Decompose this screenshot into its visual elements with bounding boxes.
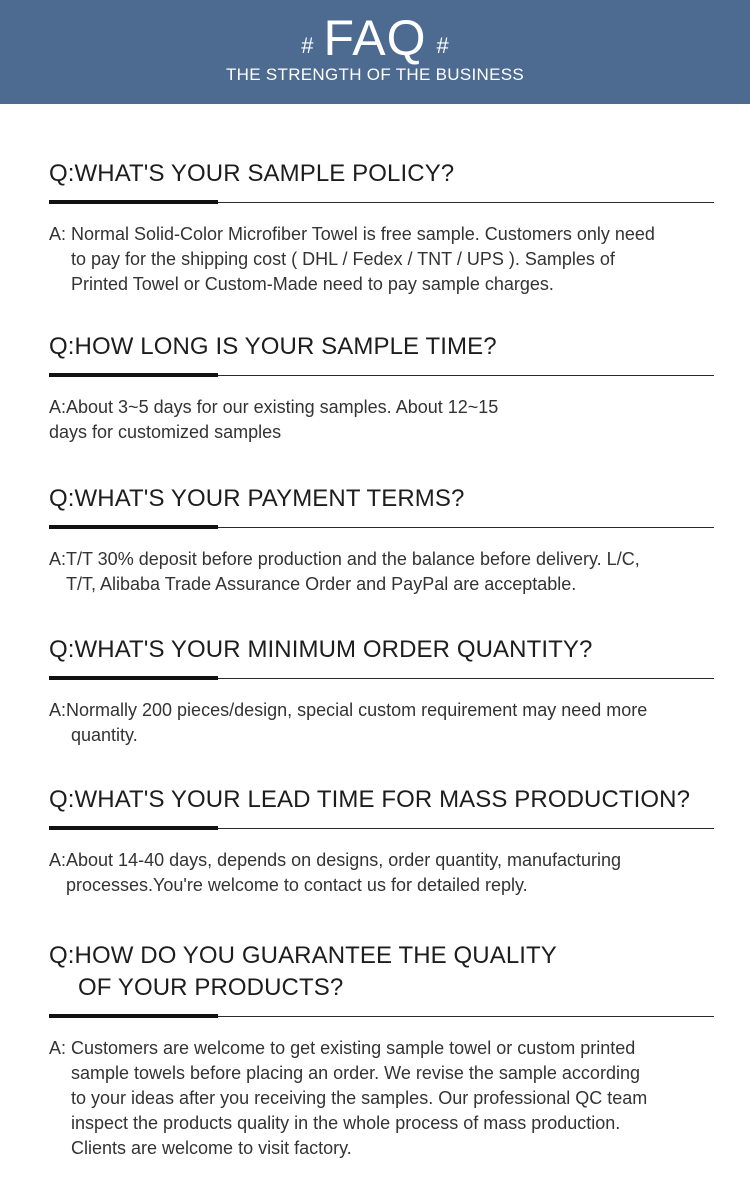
answer-line: A:About 14-40 days, depends on designs, order quantity, manufacturing: [49, 850, 622, 870]
faq-question: Q:WHAT'S YOUR PAYMENT TERMS?: [49, 485, 465, 512]
faq-question: Q:WHAT'S YOUR SAMPLE POLICY?: [49, 160, 455, 187]
faq-divider: [49, 373, 714, 379]
faq-question-line: Q:HOW DO YOU GUARANTEE THE QUALITY: [49, 942, 557, 969]
answer-line: A:T/T 30% deposit before production and the balance before delivery. L/C,: [49, 549, 640, 569]
page-title: FAQ: [323, 10, 427, 66]
faq-item-payment-terms: [49, 483, 714, 597]
faq-answer: [49, 395, 714, 445]
faq-question: [49, 940, 714, 1004]
answer-line: to pay for the shipping cost ( DHL / Fedex / TNT / UPS ). Samples of: [71, 249, 615, 269]
faq-question-line: OF YOUR PRODUCTS?: [78, 974, 344, 1001]
answer-line: inspect the products quality in the whole process of mass production.: [71, 1113, 621, 1133]
answer-line: A: Customers are welcome to get existing sample towel or custom printed: [49, 1038, 636, 1058]
answer-line: to your ideas after you receiving the samples. Our professional QC team: [71, 1088, 648, 1108]
faq-answer: [49, 698, 714, 748]
hash-left: #: [301, 33, 314, 58]
faq-answer: [49, 222, 714, 297]
answer-line: T/T, Alibaba Trade Assurance Order and PayPal are acceptable.: [66, 574, 577, 594]
answer-line: days for customized samples: [49, 422, 282, 442]
faq-answer: [49, 547, 714, 597]
answer-line: quantity.: [71, 725, 138, 745]
faq-item-lead-time: [49, 784, 714, 898]
faq-item-quality-guarantee: [49, 940, 714, 1161]
faq-item-sample-time: [49, 331, 714, 445]
answer-line: A:About 3~5 days for our existing samples. About 12~15: [49, 397, 499, 417]
answer-line: A: Normal Solid-Color Microfiber Towel is free sample. Customers only need: [49, 224, 655, 244]
faq-divider: [49, 1014, 714, 1020]
faq-divider: [49, 525, 714, 531]
faq-divider: [49, 826, 714, 832]
answer-line: Printed Towel or Custom-Made need to pay sample charges.: [71, 274, 554, 294]
faq-divider: [49, 676, 714, 682]
hash-right: #: [436, 33, 449, 58]
page-subtitle: THE STRENGTH OF THE BUSINESS: [225, 65, 525, 84]
header-title-row: [0, 8, 750, 68]
faq-divider: [49, 200, 714, 206]
faq-question: Q:WHAT'S YOUR LEAD TIME FOR MASS PRODUCTION?: [49, 786, 691, 813]
faq-header-banner: [0, 0, 750, 104]
answer-line: sample towels before placing an order. We revise the sample according: [71, 1063, 640, 1083]
faq-question: Q:WHAT'S YOUR MINIMUM ORDER QUANTITY?: [49, 636, 593, 663]
faq-answer: [49, 1036, 714, 1161]
answer-line: Clients are welcome to visit factory.: [71, 1138, 352, 1158]
faq-answer: [49, 848, 714, 898]
faq-item-minimum-order: [49, 634, 714, 748]
answer-line: A:Normally 200 pieces/design, special custom requirement may need more: [49, 700, 648, 720]
answer-line: processes.You're welcome to contact us for detailed reply.: [66, 875, 528, 895]
faq-item-sample-policy: [49, 158, 714, 297]
faq-question: Q:HOW LONG IS YOUR SAMPLE TIME?: [49, 333, 497, 360]
